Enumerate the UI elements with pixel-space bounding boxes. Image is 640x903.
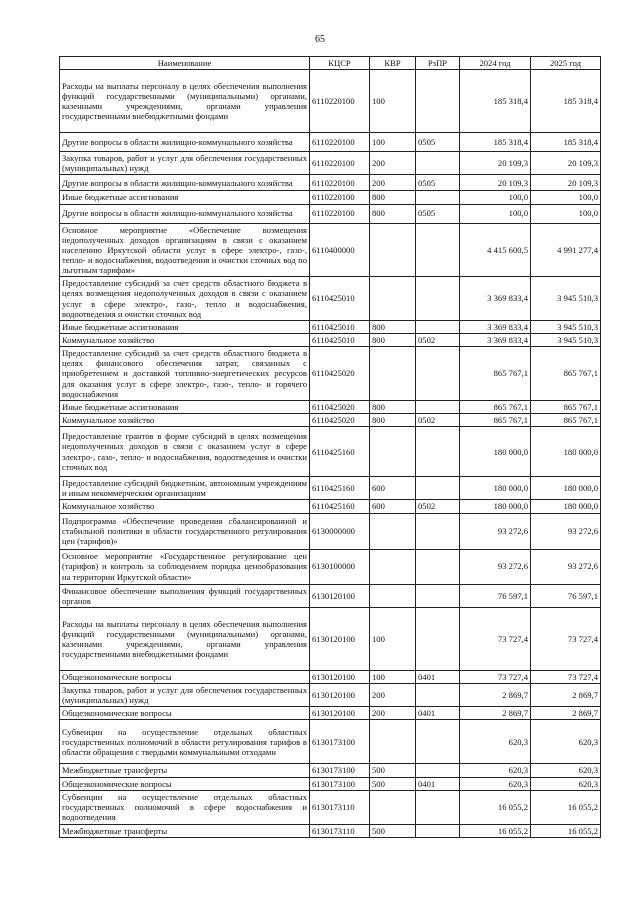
cell-kvr: 100 [370,133,416,152]
cell-code: 6110425020 [310,413,370,426]
cell-2025: 3 945 510,3 [531,320,601,333]
cell-rzpr: 0502 [416,413,460,426]
cell-kvr: 200 [370,683,416,706]
cell-code: 6130120100 [310,707,370,720]
cell-code: 6110400000 [310,223,370,277]
cell-rzpr [416,513,460,549]
cell-2024: 865 767,1 [460,400,531,413]
cell-2025: 16 055,2 [531,790,601,824]
table-row [60,720,601,764]
cell-code: 6110425010 [310,320,370,333]
cell-name: Иные бюджетные ассигнования [60,191,310,204]
cell-2025: 100,0 [531,191,601,204]
cell-2025: 2 869,7 [531,683,601,706]
cell-name: Коммунальное хозяйство [60,500,310,513]
header-code: КЦСР [310,57,370,70]
cell-kvr [370,223,416,277]
cell-rzpr: 0502 [416,333,460,346]
cell-kvr: 600 [370,477,416,500]
table-header-row [60,57,601,70]
cell-code: 6110220100 [310,152,370,175]
cell-kvr: 200 [370,707,416,720]
cell-2025: 20 109,3 [531,175,601,191]
cell-2025: 20 109,3 [531,152,601,175]
cell-name: Общеэкономические вопросы [60,777,310,790]
cell-kvr [370,584,416,607]
cell-rzpr [416,70,460,133]
cell-name: Предоставление субсидий за счет средств областного бюджета в целях возмещения недополученных доходов в связи с оказанием услуг в сфере электро-, газо-, тепло и водоснабжения, водоотведения и очистки сточных вод [60,277,310,321]
table-row [60,191,601,204]
cell-2024: 3 369 833,4 [460,320,531,333]
cell-name: Расходы на выплаты персоналу в целях обеспечения выполнения функций государственными (муниципальными) органами, казенными учреждениями, органами управления государственными внебюджетными фондами [60,70,310,133]
cell-rzpr [416,790,460,824]
cell-name: Коммунальное хозяйство [60,333,310,346]
cell-kvr [370,347,416,401]
table-row [60,347,601,401]
cell-code: 6130120100 [310,607,370,670]
cell-2025: 3 945 510,3 [531,277,601,321]
cell-name: Общеэкономические вопросы [60,670,310,683]
table-row [60,670,601,683]
table-row [60,413,601,426]
cell-code: 6110220100 [310,133,370,152]
table-row [60,500,601,513]
cell-kvr: 500 [370,764,416,777]
cell-code: 6130173110 [310,824,370,837]
cell-2025: 180 000,0 [531,427,601,477]
header-name: Наименование [60,57,310,70]
cell-kvr [370,549,416,584]
cell-name: Другие вопросы в области жилищно-коммунального хозяйства [60,175,310,191]
cell-code: 6130173100 [310,777,370,790]
cell-name: Другие вопросы в области жилищно-коммунального хозяйства [60,204,310,223]
cell-rzpr [416,320,460,333]
cell-name: Подпрограмма «Обеспечение проведения сбалансированной и стабильной политики в области государственного регулирования цен (тарифов)» [60,513,310,549]
cell-kvr: 800 [370,204,416,223]
cell-2024: 620,3 [460,720,531,764]
cell-rzpr [416,191,460,204]
cell-2025: 73 727,4 [531,670,601,683]
cell-2025: 620,3 [531,720,601,764]
cell-2025: 620,3 [531,764,601,777]
cell-name: Основное мероприятие «Обеспечение возмещения недополученных доходов организациям в связи с оказанием населению Иркутской области услуг в сфере электро-, газо-, тепло- и водоснабжения, водоотведения и очистки сточных вод по льготным тарифам» [60,223,310,277]
cell-2024: 76 597,1 [460,584,531,607]
cell-2024: 16 055,2 [460,824,531,837]
table-row [60,133,601,152]
cell-rzpr [416,277,460,321]
cell-rzpr: 0505 [416,175,460,191]
cell-2024: 73 727,4 [460,670,531,683]
cell-2025: 73 727,4 [531,607,601,670]
cell-code: 6130100000 [310,549,370,584]
cell-name: Основное мероприятие «Государственное регулирование цен (тарифов) и контроль за соблюдением порядка ценообразования на территории Иркутской области» [60,549,310,584]
cell-2024: 3 369 833,4 [460,277,531,321]
cell-rzpr: 0401 [416,707,460,720]
table-row [60,427,601,477]
cell-rzpr [416,824,460,837]
budget-table [59,56,601,838]
cell-2024: 100,0 [460,191,531,204]
cell-rzpr: 0505 [416,204,460,223]
cell-code: 6130173110 [310,790,370,824]
cell-name: Предоставление субсидий за счет средств областного бюджета в целях финансового обеспечения затрат, связанных с приобретением и доставкой топливно-энергетических ресурсов для оказания услуг в сфере электро-, газо-, тепло- и горячего водоснабжения [60,347,310,401]
cell-name: Предоставление субсидий бюджетным, автономным учреждениям и иным некоммерческим организациям [60,477,310,500]
table-row [60,707,601,720]
cell-2024: 180 000,0 [460,427,531,477]
cell-rzpr [416,347,460,401]
cell-name: Предоставление грантов в форме субсидий в целях возмещения недополученных доходов в связи с оказанием услуг в сфере электро-, газо-, тепло- и водоснабжения, водоотведения и очистки сточных вод [60,427,310,477]
cell-2025: 185 318,4 [531,70,601,133]
cell-2024: 100,0 [460,204,531,223]
cell-code: 6110220100 [310,70,370,133]
cell-name: Иные бюджетные ассигнования [60,320,310,333]
cell-code: 6110220100 [310,204,370,223]
table-row [60,477,601,500]
cell-rzpr [416,549,460,584]
cell-2024: 16 055,2 [460,790,531,824]
cell-name: Межбюджетные трансферты [60,764,310,777]
table-row [60,223,601,277]
cell-name: Иные бюджетные ассигнования [60,400,310,413]
cell-rzpr [416,400,460,413]
cell-code: 6130120100 [310,670,370,683]
cell-2024: 2 869,7 [460,707,531,720]
cell-rzpr [416,223,460,277]
cell-kvr: 800 [370,320,416,333]
cell-2025: 16 055,2 [531,824,601,837]
cell-rzpr: 0502 [416,500,460,513]
table-row [60,204,601,223]
cell-code: 6110220100 [310,175,370,191]
cell-2025: 865 767,1 [531,400,601,413]
cell-code: 6110425010 [310,277,370,321]
cell-2024: 180 000,0 [460,477,531,500]
cell-kvr: 800 [370,333,416,346]
header-kvr: КВР [370,57,416,70]
cell-kvr [370,277,416,321]
cell-2025: 865 767,1 [531,413,601,426]
cell-code: 6130173100 [310,720,370,764]
cell-2024: 20 109,3 [460,175,531,191]
cell-2025: 185 318,4 [531,133,601,152]
cell-kvr: 800 [370,400,416,413]
cell-2024: 185 318,4 [460,70,531,133]
table-row [60,320,601,333]
cell-kvr: 100 [370,70,416,133]
cell-name: Закупка товаров, работ и услуг для обеспечения государственных (муниципальных) нужд [60,683,310,706]
cell-2024: 180 000,0 [460,500,531,513]
cell-2024: 2 869,7 [460,683,531,706]
cell-rzpr [416,584,460,607]
cell-name: Закупка товаров, работ и услуг для обеспечения государственных (муниципальных) нужд [60,152,310,175]
cell-rzpr [416,152,460,175]
header-2025: 2025 год [531,57,601,70]
cell-name: Общеэкономические вопросы [60,707,310,720]
cell-2025: 2 869,7 [531,707,601,720]
cell-name: Субвенции на осуществление отдельных областных государственных полномочий в сфере водоснабжения и водоотведения [60,790,310,824]
table-row [60,584,601,607]
header-2024: 2024 год [460,57,531,70]
cell-name: Расходы на выплаты персоналу в целях обеспечения выполнения функций государственными (муниципальными) органами, казенными учреждениями, органами управления государственными внебюджетными фондами [60,607,310,670]
cell-kvr: 100 [370,670,416,683]
cell-2024: 93 272,6 [460,513,531,549]
table-row [60,607,601,670]
cell-2024: 865 767,1 [460,347,531,401]
cell-code: 6110425160 [310,500,370,513]
cell-code: 6130120100 [310,683,370,706]
table-row [60,333,601,346]
cell-2024: 4 415 600,5 [460,223,531,277]
cell-kvr [370,790,416,824]
cell-2025: 3 945 510,3 [531,333,601,346]
cell-2024: 3 369 833,4 [460,333,531,346]
table-row [60,70,601,133]
cell-kvr [370,513,416,549]
table-row [60,400,601,413]
cell-code: 6130173100 [310,764,370,777]
cell-code: 6130120100 [310,584,370,607]
cell-2025: 4 991 277,4 [531,223,601,277]
cell-2025: 180 000,0 [531,477,601,500]
table-row [60,683,601,706]
cell-2024: 865 767,1 [460,413,531,426]
cell-rzpr: 0401 [416,777,460,790]
cell-2025: 620,3 [531,777,601,790]
table-row [60,790,601,824]
cell-rzpr: 0505 [416,133,460,152]
cell-code: 6110425020 [310,347,370,401]
cell-name: Финансовое обеспечение выполнения функций государственных органов [60,584,310,607]
cell-rzpr [416,427,460,477]
table-row [60,824,601,837]
cell-code: 6130000000 [310,513,370,549]
cell-rzpr [416,720,460,764]
cell-2025: 100,0 [531,204,601,223]
cell-2025: 180 000,0 [531,500,601,513]
cell-kvr: 500 [370,824,416,837]
cell-kvr [370,427,416,477]
cell-code: 6110425160 [310,477,370,500]
cell-2024: 93 272,6 [460,549,531,584]
table-row [60,277,601,321]
cell-rzpr [416,764,460,777]
cell-rzpr [416,607,460,670]
table-row [60,152,601,175]
cell-kvr: 600 [370,500,416,513]
cell-2024: 20 109,3 [460,152,531,175]
cell-2025: 76 597,1 [531,584,601,607]
cell-rzpr [416,683,460,706]
header-rzpr: РзПР [416,57,460,70]
table-row [60,777,601,790]
cell-name: Коммунальное хозяйство [60,413,310,426]
cell-name: Субвенции на осуществление отдельных областных государственных полномочий в области регулирования тарифов в области обращения с твердыми коммунальными отходами [60,720,310,764]
cell-name: Другие вопросы в области жилищно-коммунального хозяйства [60,133,310,152]
cell-kvr: 100 [370,607,416,670]
cell-kvr: 500 [370,777,416,790]
cell-kvr: 200 [370,152,416,175]
table-row [60,549,601,584]
cell-2024: 620,3 [460,764,531,777]
cell-2025: 93 272,6 [531,549,601,584]
cell-rzpr [416,477,460,500]
table-row [60,764,601,777]
cell-code: 6110425020 [310,400,370,413]
table-row [60,513,601,549]
cell-kvr: 800 [370,191,416,204]
page-number: 65 [315,34,325,45]
cell-2025: 865 767,1 [531,347,601,401]
cell-kvr: 200 [370,175,416,191]
cell-kvr: 800 [370,413,416,426]
cell-code: 6110425010 [310,333,370,346]
cell-2025: 93 272,6 [531,513,601,549]
cell-kvr [370,720,416,764]
cell-name: Межбюджетные трансферты [60,824,310,837]
cell-2024: 620,3 [460,777,531,790]
cell-code: 6110220100 [310,191,370,204]
cell-2024: 73 727,4 [460,607,531,670]
cell-rzpr: 0401 [416,670,460,683]
table-row [60,175,601,191]
cell-2024: 185 318,4 [460,133,531,152]
cell-code: 6110425160 [310,427,370,477]
